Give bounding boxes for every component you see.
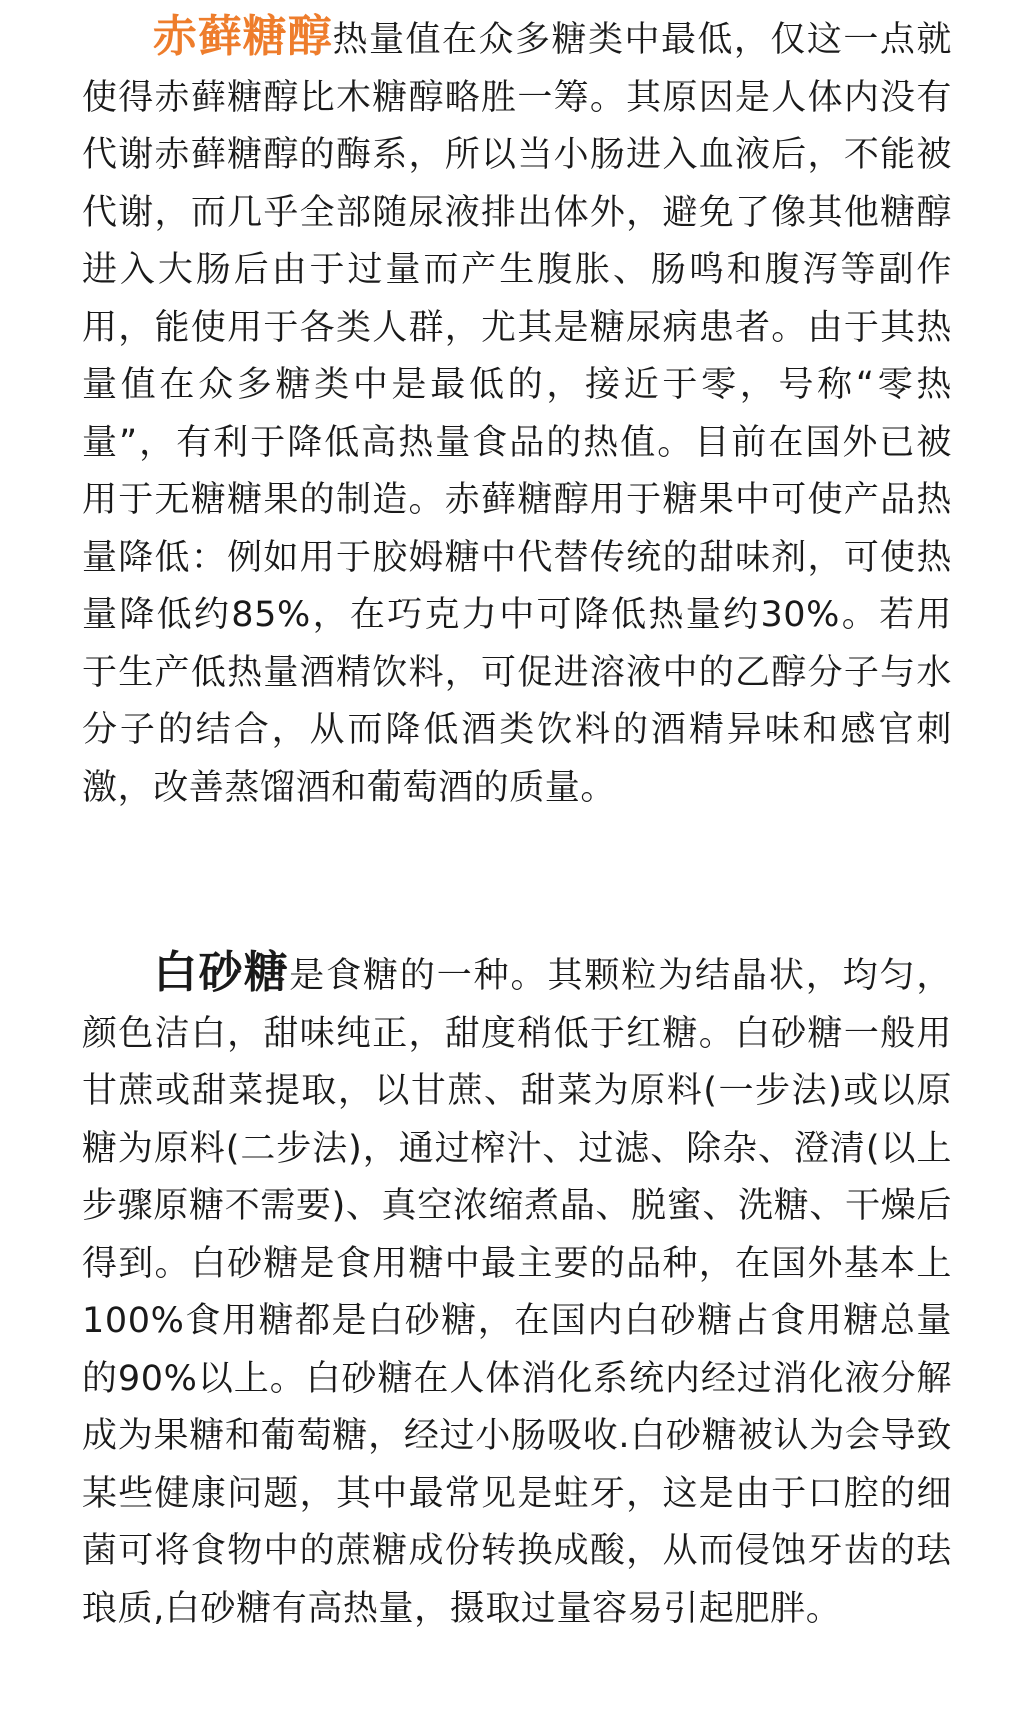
erythritol-body: 热量值在众多糖类中最低，仅这一点就使得赤藓糖醇比木糖醇略胜一筹。其原因是人体内没有代谢赤藓糖醇的酶系，所以当小肠进入血液后，不能被代谢，而几乎全部随尿液排出体外，避免了像其他糖醇进入大肠后由于过量而产生腹胀、肠鸣和腹泻等副作用，能使用于各类人群，尤其是糖尿病患者。由于其热量值在众多糖类中是最低的，接近于零，号称“零热量”，有利于降低高热量食品的热值。目前在国外已被用于无糖糖果的制造。赤藓糖醇用于糖果中可使产品热量降低：例如用于胶姆糖中代替传统的甜味剂，可使热量降低约85%，在巧克力中可降低热量约30%。若用于生产低热量酒精饮料，可促进溶液中的乙醇分子与水分子的结合，从而降低酒类饮料的酒精异味和感官刺激，改善蒸馏酒和葡萄酒的质量。 <box>82 20 953 808</box>
white-sugar-paragraph <box>82 944 952 1638</box>
white-sugar-body: 是食糖的一种。其颗粒为结晶状，均匀，颜色洁白，甜味纯正，甜度稍低于红糖。白砂糖一般用甘蔗或甜菜提取，以甘蔗、甜菜为原料(一步法)或以原糖为原料(二步法)，通过榨汁、过滤、除杂、澄清(以上步骤原糖不需要)、真空浓缩煮晶、脱蜜、洗糖、干燥后得到。白砂糖是食用糖中最主要的品种，在国外基本上100%食用糖都是白砂糖，在国内白砂糖占食用糖总量的90%以上。白砂糖在人体消化系统内经过消化液分解成为果糖和葡萄糖，经过小肠吸收.白砂糖被认为会导致某些健康问题，其中最常见是蛀牙，这是由于口腔的细菌可将食物中的蔗糖成份转换成酸，从而侵蚀牙齿的珐琅质,白砂糖有高热量，摄取过量容易引起肥胖。 <box>82 956 952 1629</box>
erythritol-paragraph <box>82 8 952 817</box>
white-sugar-term: 白砂糖 <box>152 947 290 998</box>
erythritol-term: 赤藓糖醇 <box>152 11 333 62</box>
